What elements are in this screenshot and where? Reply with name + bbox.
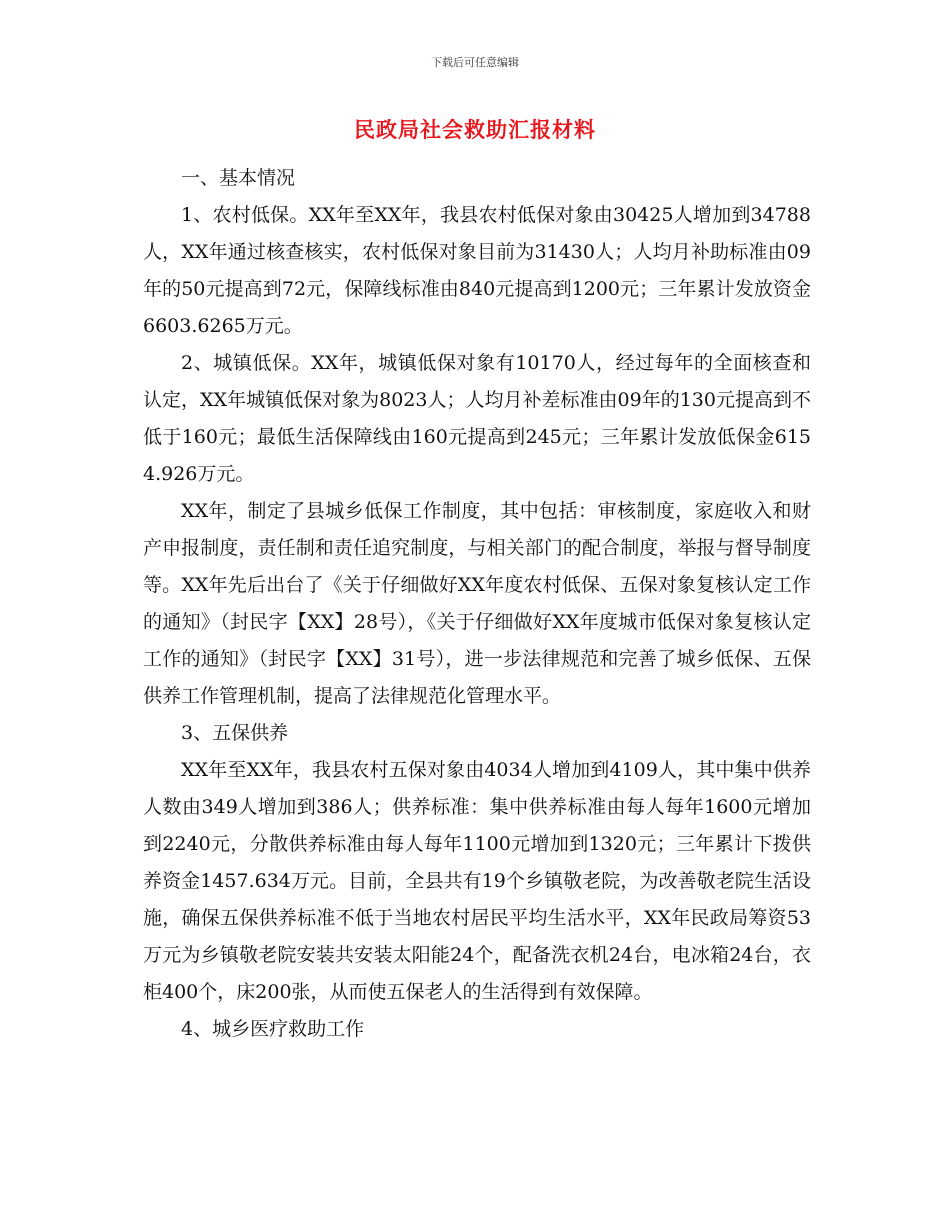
paragraph-urban-subsistence: 2、城镇低保。XX年，城镇低保对象有10170人，经过每年的全面核查和认定，XX年城镇低保对象为8023人；人均月补差标准由09年的130元提高到不低于160元；最低生活保障线由160元提高到245元；三年累计发放低保金6154.926万元。 [143, 352, 811, 485]
page-header-note: 下载后可任意编辑 [431, 56, 519, 69]
paragraph-rural-subsistence: 1、农村低保。XX年至XX年，我县农村低保对象由30425人增加到34788人，XX年通过核查核实，农村低保对象目前为31430人；人均月补助标准由09年的50元提高到72元，保障线标准由840元提高到1200元；三年累计发放资金6603.6265万元。 [143, 204, 811, 337]
paragraph-five-guarantees: XX年至XX年，我县农村五保对象由4034人增加到4109人，其中集中供养人数由349人增加到386人；供养标准：集中供养标准由每人每年1600元增加到2240元，分散供养标准由每人每年1100元增加到1320元；三年累计下拨供养资金1457.634万元。目前，全县共有19个乡镇敬老院，为改善敬老院生活设施，确保五保供养标准不低于当地农村居民平均生活水平，XX年民政局筹资53万元为乡镇敬老院安装共安装太阳能24个，配备洗衣机24台，电冰箱24台，衣柜400个，床200张，从而使五保老人的生活得到有效保障。 [143, 759, 811, 1003]
document-body [143, 160, 811, 1048]
section-heading-five-guarantees: 3、五保供养 [181, 722, 289, 744]
section-heading-basic-situation: 一、基本情况 [181, 167, 296, 189]
document-title: 民政局社会救助汇报材料 [354, 117, 596, 142]
paragraph-system-building: XX年，制定了县城乡低保工作制度，其中包括：审核制度，家庭收入和财产申报制度，责任制和责任追究制度，与相关部门的配合制度，举报与督导制度等。XX年先后出台了《关于仔细做好XX年度农村低保、五保对象复核认定工作的通知》（封民字【XX】28号），《关于仔细做好XX年度城市低保对象复核认定工作的通知》（封民字【XX】31号），进一步法律规范和完善了城乡低保、五保供养工作管理机制，提高了法律规范化管理水平。 [143, 500, 811, 707]
section-heading-medical-aid: 4、城乡医疗救助工作 [181, 1018, 365, 1040]
